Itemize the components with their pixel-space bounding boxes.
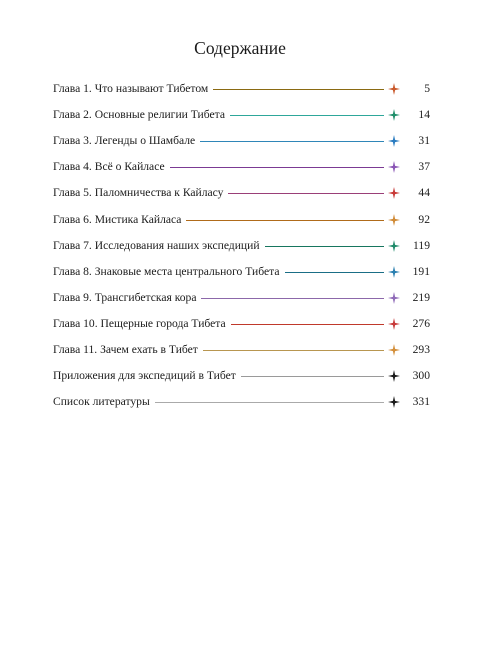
toc-entry-label: Глава 11. Зачем ехать в Тибет [53, 342, 198, 356]
toc-leader-line [285, 272, 385, 273]
toc-leader-line [170, 167, 384, 168]
star-icon [387, 395, 401, 409]
star-icon [387, 291, 401, 305]
toc-leader-line [200, 141, 384, 142]
toc-entry-page-number: 191 [412, 264, 430, 278]
toc-entry-page-number: 331 [412, 395, 430, 409]
toc-leader-line [231, 324, 384, 325]
star-icon [387, 369, 401, 383]
toc-entry-page-number: 219 [412, 290, 430, 304]
toc-entry-label: Глава 6. Мистика Кайласа [53, 212, 182, 226]
toc-leader-line [265, 246, 384, 247]
toc-entry-page-number: 293 [412, 342, 430, 356]
toc-leader-line [155, 402, 384, 403]
toc-entry-page-number: 119 [413, 238, 430, 252]
toc-entry[interactable] [53, 337, 430, 363]
star-icon [387, 239, 401, 253]
toc-entry-label: Глава 3. Легенды о Шамбале [53, 134, 196, 148]
toc-entry-page-number: 300 [412, 369, 430, 383]
toc-entry-label: Глава 2. Основные религии Тибета [53, 108, 225, 122]
toc-entry-label: Глава 9. Трансгибетская кора [53, 290, 197, 304]
star-icon [387, 186, 401, 200]
table-of-contents [53, 76, 430, 415]
toc-entry-label: Приложения для экспедиций в Тибет [53, 369, 236, 383]
toc-entry-page-number: 37 [418, 160, 430, 174]
toc-leader-line [201, 298, 384, 299]
toc-entry-page-number: 44 [418, 186, 430, 200]
toc-entry-page-number: 92 [418, 212, 430, 226]
toc-entry-label: Глава 1. Что называют Тибетом [53, 82, 209, 96]
toc-entry[interactable] [53, 206, 430, 232]
toc-leader-line [186, 220, 384, 221]
toc-entry-label: Глава 10. Пещерные города Тибета [53, 316, 226, 330]
toc-entry[interactable] [53, 128, 430, 154]
star-icon [387, 82, 401, 96]
toc-leader-line [213, 89, 384, 90]
toc-entry-label: Глава 5. Паломничества к Кайласу [53, 186, 224, 200]
toc-entry-page-number: 276 [412, 316, 430, 330]
toc-leader-line [203, 350, 384, 351]
star-icon [387, 213, 401, 227]
toc-entry-page-number: 14 [418, 108, 430, 122]
toc-entry[interactable] [53, 259, 430, 285]
toc-entry[interactable] [53, 389, 430, 415]
toc-entry[interactable] [53, 102, 430, 128]
star-icon [387, 108, 401, 122]
page-title: Содержание [194, 38, 286, 58]
toc-entry-label: Глава 4. Всё о Кайласе [53, 160, 165, 174]
star-icon [387, 317, 401, 331]
toc-leader-line [241, 376, 384, 377]
toc-entry[interactable] [53, 180, 430, 206]
toc-entry[interactable] [53, 363, 430, 389]
toc-entry-label: Глава 7. Исследования наших экспедиций [53, 238, 260, 252]
toc-leader-line [230, 115, 384, 116]
toc-entry-page-number: 31 [418, 134, 430, 148]
star-icon [387, 134, 401, 148]
toc-entry[interactable] [53, 233, 430, 259]
toc-entry-page-number: 5 [424, 82, 430, 96]
star-icon [387, 343, 401, 357]
toc-leader-line [228, 193, 384, 194]
star-icon [387, 160, 401, 174]
toc-entry[interactable] [53, 285, 430, 311]
toc-entry[interactable] [53, 311, 430, 337]
star-icon [387, 265, 401, 279]
toc-entry-label: Список литературы [53, 395, 150, 409]
toc-entry[interactable] [53, 76, 430, 102]
toc-entry-label: Глава 8. Знаковые места центрального Тибета [53, 264, 280, 278]
toc-entry[interactable] [53, 154, 430, 180]
